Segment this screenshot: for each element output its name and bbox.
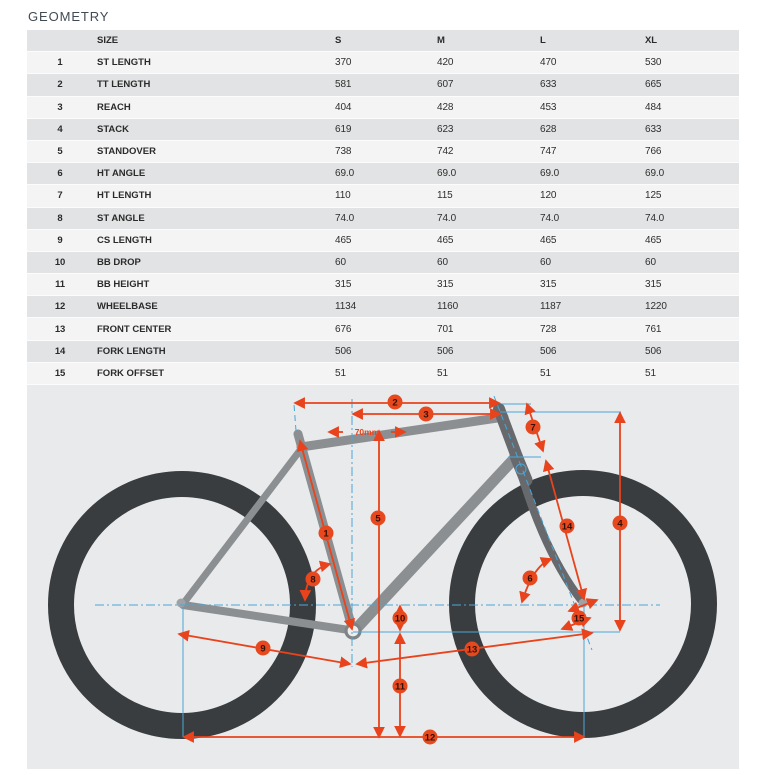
svg-text:9: 9 [260,643,266,655]
svg-text:7: 7 [530,422,536,434]
value-s: 581 [335,79,352,91]
row-number: 2 [57,79,63,91]
value-xl: 1220 [645,301,667,313]
row-label: HT LENGTH [97,190,152,202]
value-m: 69.0 [437,168,457,180]
geometry-diagram-panel [27,385,739,769]
value-xl: 530 [645,57,662,69]
row-number: 3 [57,101,63,113]
table-row [27,208,739,230]
value-s: 110 [335,190,351,202]
value-l: 506 [540,345,557,357]
value-m: 465 [437,234,454,246]
value-m: 60 [437,256,448,268]
dim-marker-13 [465,642,480,657]
header-size: SIZE [97,35,119,47]
geometry-diagram [27,385,739,769]
row-label: WHEELBASE [97,301,158,313]
table-header-row [27,30,739,52]
header-s: S [335,35,342,47]
value-s: 404 [335,101,352,113]
row-label: FRONT CENTER [97,323,172,335]
value-l: 315 [540,279,557,291]
table-row [27,296,739,318]
value-s: 60 [335,256,346,268]
value-l: 51 [540,367,551,379]
svg-text:12: 12 [424,732,436,744]
row-number: 7 [57,190,63,202]
svg-text:3: 3 [423,409,429,421]
row-label: BB DROP [97,256,141,268]
row-number: 1 [57,57,63,69]
value-xl: 484 [645,101,662,113]
value-s: 676 [335,323,352,335]
hub-offset-label: 70mm [354,427,380,437]
value-l: 120 [540,190,557,202]
dim-marker-2 [388,395,403,410]
value-m: 623 [437,123,454,135]
value-xl: 125 [645,190,662,202]
row-number: 8 [57,212,63,224]
row-label: STANDOVER [97,146,156,158]
value-l: 69.0 [540,168,560,180]
row-label: FORK LENGTH [97,345,166,357]
row-label: TT LENGTH [97,79,151,91]
header-m: M [437,35,445,47]
value-m: 51 [437,367,448,379]
row-number: 4 [57,123,63,135]
row-number: 9 [57,234,63,246]
table-row [27,185,739,207]
table-row [27,274,739,296]
page-title: GEOMETRY [28,9,110,24]
dim-marker-4 [613,516,628,531]
value-xl: 315 [645,279,662,291]
table-row [27,52,739,74]
row-label: HT ANGLE [97,168,146,180]
value-l: 633 [540,79,557,91]
svg-text:1: 1 [323,528,329,540]
value-l: 628 [540,123,557,135]
value-l: 1187 [540,301,562,313]
value-xl: 665 [645,79,662,91]
dim-marker-3 [419,407,434,422]
value-m: 315 [437,279,454,291]
dim-marker-5 [371,511,386,526]
bottom-bracket [346,624,360,638]
row-number: 12 [54,301,66,313]
dim-marker-12 [423,730,438,745]
value-m: 1160 [437,301,459,313]
table-row [27,341,739,363]
value-xl: 761 [645,323,662,335]
value-s: 738 [335,146,352,158]
value-m: 428 [437,101,454,113]
svg-text:5: 5 [375,513,381,525]
row-label: STACK [97,123,130,135]
dim-marker-1 [319,526,334,541]
row-label: ST LENGTH [97,57,151,69]
value-m: 420 [437,57,454,69]
dim-marker-11 [393,679,408,694]
svg-text:8: 8 [310,574,316,586]
geometry-table [27,30,739,385]
value-m: 506 [437,345,454,357]
value-s: 465 [335,234,352,246]
value-xl: 51 [645,367,656,379]
value-l: 470 [540,57,557,69]
row-number: 5 [57,146,63,158]
svg-text:6: 6 [527,573,533,585]
dim-marker-8 [306,572,321,587]
dim-marker-9 [256,641,271,656]
value-xl: 60 [645,256,656,268]
table-row [27,74,739,96]
row-number: 14 [54,345,66,357]
value-xl: 506 [645,345,662,357]
dim-marker-10 [393,611,408,626]
svg-text:10: 10 [394,613,406,625]
table-row [27,119,739,141]
table-row [27,97,739,119]
value-xl: 465 [645,234,662,246]
value-s: 370 [335,57,352,69]
table-row [27,318,739,340]
svg-text:14: 14 [561,521,573,533]
table-row [27,230,739,252]
rear-dropout [177,599,186,608]
table-row [27,141,739,163]
row-label: FORK OFFSET [97,367,165,379]
value-xl: 766 [645,146,662,158]
value-s: 74.0 [335,212,355,224]
value-xl: 633 [645,123,662,135]
value-l: 453 [540,101,557,113]
header-xl: XL [645,35,657,47]
row-number: 13 [54,323,66,335]
svg-text:2: 2 [392,397,398,409]
value-s: 619 [335,123,352,135]
dim-marker-6 [523,571,538,586]
row-number: 10 [54,256,66,268]
value-l: 728 [540,323,557,335]
header-l: L [540,35,546,47]
value-s: 506 [335,345,352,357]
svg-text:13: 13 [466,644,478,656]
value-m: 701 [437,323,454,335]
value-xl: 69.0 [645,168,665,180]
dim-marker-7 [526,420,541,435]
value-m: 74.0 [437,212,457,224]
dim-marker-15 [572,611,587,626]
row-label: REACH [97,101,131,113]
value-l: 465 [540,234,557,246]
row-label: BB HEIGHT [97,279,150,291]
dim-marker-14 [560,519,575,534]
svg-text:11: 11 [394,681,406,693]
row-label: ST ANGLE [97,212,145,224]
value-s: 51 [335,367,346,379]
row-number: 15 [54,367,66,379]
row-number: 11 [55,279,65,291]
value-s: 69.0 [335,168,355,180]
row-label: CS LENGTH [97,234,152,246]
svg-text:4: 4 [617,518,623,530]
row-number: 6 [57,168,63,180]
table-row [27,163,739,185]
value-m: 115 [437,190,453,202]
svg-text:15: 15 [573,613,585,625]
table-row [27,363,739,385]
value-m: 607 [437,79,454,91]
value-l: 747 [540,146,557,158]
value-xl: 74.0 [645,212,665,224]
table-row [27,252,739,274]
value-l: 60 [540,256,551,268]
value-l: 74.0 [540,212,560,224]
value-s: 315 [335,279,352,291]
value-s: 1134 [335,301,357,313]
value-m: 742 [437,146,454,158]
